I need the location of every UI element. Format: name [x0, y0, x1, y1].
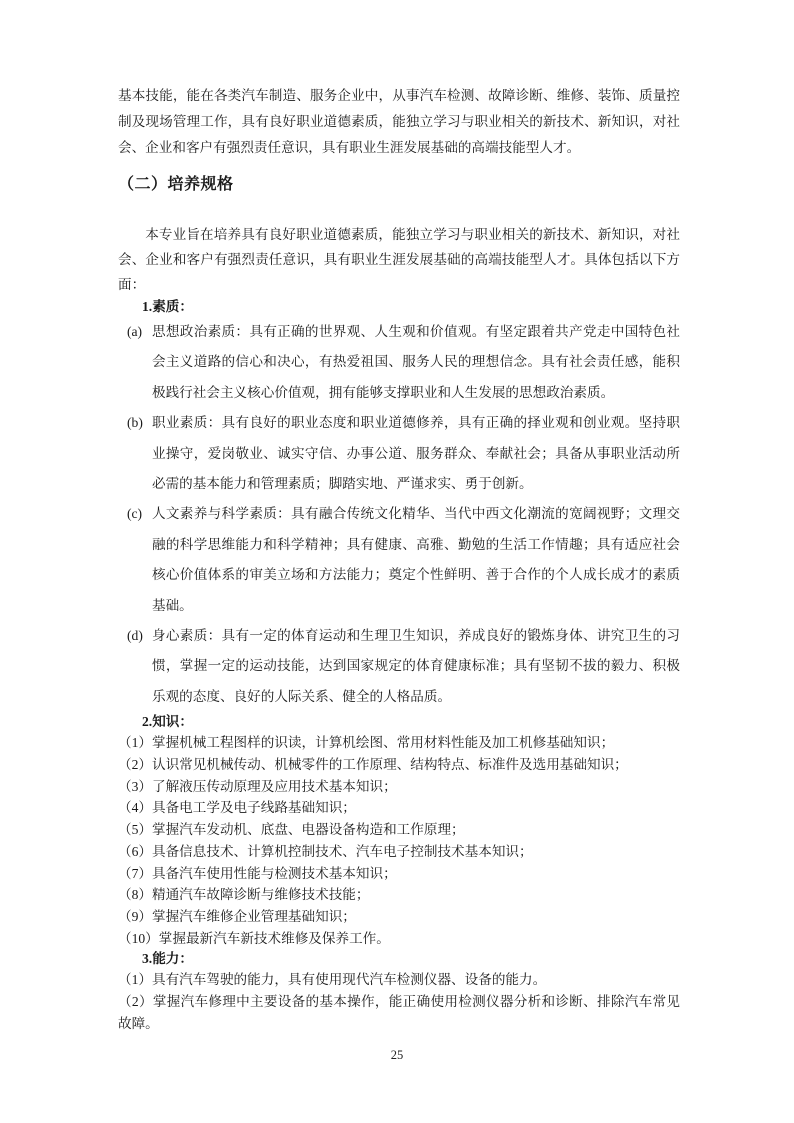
page-content — [118, 83, 680, 1034]
list-item: （6）具备信息技术、计算机控制技术、汽车电子控制技术基本知识； — [118, 843, 533, 859]
list-item: （8）精通汽车故障诊断与维修技术技能； — [118, 887, 370, 903]
item-marker: (a) — [127, 324, 143, 339]
intro-paragraph: 基本技能，能在各类汽车制造、服务企业中，从事汽车检测、故障诊断、维修、装饰、质量控制及现场管理工作，具有良好职业道德素质，能独立学习与职业相关的新技术、新知识，对社会、企业和客户有强烈责任意识，具有职业生涯发展基础的高端技能型人才。 — [118, 88, 680, 155]
item-marker: (d) — [127, 628, 143, 644]
knowledge-list — [118, 732, 680, 949]
list-item — [118, 621, 680, 712]
list-item — [118, 317, 680, 408]
list-item: （2）认识常见机械传动、机械零件的工作原理、结构特点、标准件及选用基础知识； — [118, 756, 628, 772]
list-item: （1）掌握机械工程图样的识读，计算机绘图、常用材料性能及加工机修基础知识； — [118, 735, 615, 751]
item-text: 人文素养与科学素质：具有融合传统文化精华、当代中西文化潮流的宽阔视野；文理交融的科学思维能力和科学精神；具有健康、高雅、勤勉的生活工作情趣；具有适应社会核心价值体系的审美立场和方法能力；奠定个性鲜明、善于合作的个人成长成才的素质基础。 — [152, 506, 680, 613]
list-item: （2）掌握汽车修理中主要设备的基本操作，能正确使用检测仪器分析和诊断、排除汽车常见故障。 — [118, 994, 680, 1031]
quality-subsection-title: 1.素质： — [142, 299, 193, 314]
section-heading: （二）培养规格 — [118, 176, 234, 193]
list-item: （7）具备汽车使用性能与检测技术基本知识； — [118, 865, 397, 881]
list-item: （1）具有汽车驾驶的能力，具有使用现代汽车检测仪器、设备的能力。 — [118, 972, 547, 988]
ability-list — [118, 969, 680, 1034]
list-item: （3）了解液压传动原理及应用技术基本知识； — [118, 778, 397, 794]
item-text: 思想政治素质：具有正确的世界观、人生观和价值观。有坚定跟着共产党走中国特色社会主义道路的信心和决心，有热爱祖国、服务人民的理想信念。具有社会责任感，能积极践行社会主义核心价值观，拥有能够支撑职业和人生发展的思想政治素质。 — [152, 324, 680, 400]
page-number: 25 — [390, 1048, 404, 1062]
knowledge-subsection-title: 2.知识： — [142, 714, 193, 730]
list-item — [118, 499, 680, 621]
list-item: （4）具备电工学及电子线路基础知识； — [118, 800, 356, 816]
quality-list — [118, 317, 680, 712]
lead-paragraph: 本专业旨在培养具有良好职业道德素质，能独立学习与职业相关的新技术、新知识，对社会、企业和客户有强烈责任意识，具有职业生涯发展基础的高端技能型人才。具体包括以下方面： — [118, 227, 680, 292]
list-item: （10）掌握最新汽车新技术维修及保养工作。 — [118, 930, 390, 946]
item-text: 职业素质：具有良好的职业态度和职业道德修养，具有正确的择业观和创业观。坚持职业操守，爱岗敬业、诚实守信、办事公道、服务群众、奉献社会；具备从事职业活动所必需的基本能力和管理素质；脚踏实地、严谨求实、勇于创新。 — [152, 415, 680, 492]
ability-subsection-title: 3.能力： — [142, 951, 193, 967]
list-item: （9）掌握汽车维修企业管理基础知识； — [118, 908, 356, 924]
list-item: （5）掌握汽车发动机、底盘、电器设备构造和工作原理； — [118, 822, 465, 838]
item-marker: (b) — [127, 415, 143, 431]
item-text: 身心素质：具有一定的体育运动和生理卫生知识，养成良好的锻炼身体、讲究卫生的习惯，掌握一定的运动技能，达到国家规定的体育健康标准；具有坚韧不拔的毅力、积极乐观的态度、良好的人际关系、健全的人格品质。 — [152, 628, 680, 704]
list-item — [118, 408, 680, 499]
item-marker: (c) — [127, 506, 143, 522]
